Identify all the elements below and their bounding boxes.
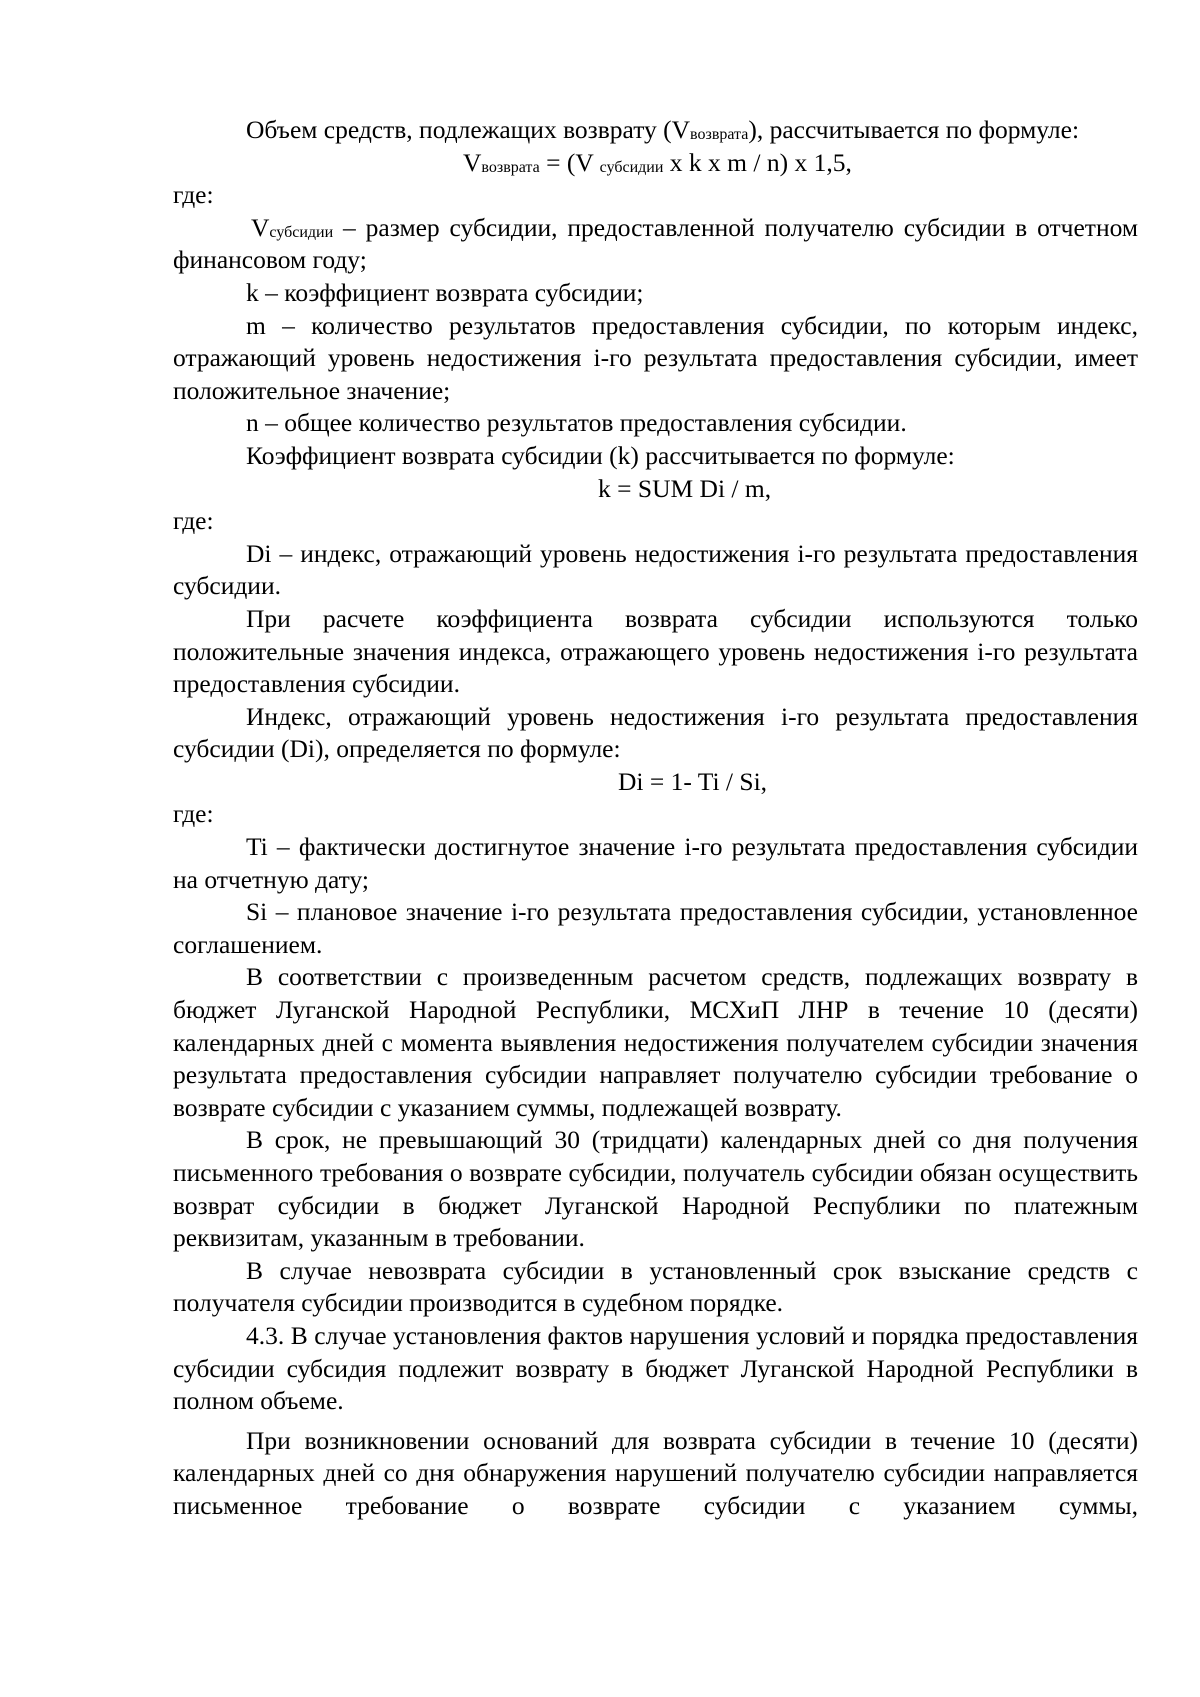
paragraph-di-definition: Di – индекс, отражающий уровень недостижения i-го результата предоставления субсидии. <box>173 538 1138 601</box>
paragraph-return-volume-intro <box>173 114 1138 147</box>
paragraph-si-definition: Si – плановое значение i-го результата предоставления субсидии, установленное соглашением. <box>173 897 1138 959</box>
paragraph-section-4-3: 4.3. В случае установления фактов нарушения условий и порядка предоставления субсидии субсидия подлежит возврату в бюджет Луганской Народной Республики в полном объеме. <box>173 1320 1138 1416</box>
text: x k x m / n) x 1,5, <box>663 147 852 177</box>
text: V <box>463 147 482 177</box>
paragraph-court-recovery: В случае невозврата субсидии в установленный срок взыскание средств с получателя субсидии производится в судебном порядке. <box>173 1255 1138 1318</box>
where-label: где: <box>173 180 214 210</box>
paragraph-n-definition: n – общее количество результатов предоставления субсидии. <box>246 408 907 438</box>
text: – размер субсидии, предоставленной получателю субсидии в отчетном финансовом году; <box>173 212 1138 275</box>
paragraph-return-grounds: При возникновении оснований для возврата субсидии в течение 10 (десяти) календарных дней со дня обнаружения нарушений получателю субсидии направляется письменное требование о возврате субсидии с указанием суммы, <box>173 1425 1138 1520</box>
where-label: где: <box>173 799 214 829</box>
paragraph-return-requirement: В соответствии с произведенным расчетом средств, подлежащих возврату в бюджет Луганской Народной Республики, МСХиП ЛНР в течение 10 (десяти) календарных дней с момента выявления недостижения получателем субсидии значения результата предоставления субсидии направляет получателю субсидии требование о возврате субсидии с указанием суммы, подлежащей возврату. <box>173 962 1138 1122</box>
text: ), рассчитывается по формуле: <box>748 115 1080 144</box>
where-label: где: <box>173 506 214 536</box>
paragraph-ti-definition: Ti – фактически достигнутое значение i-го результата предоставления субсидии на отчетную дату; <box>173 832 1138 894</box>
paragraph-di-formula-intro: Индекс, отражающий уровень недостижения i-го результата предоставления субсидии (Di), определяется по формуле: <box>173 701 1138 764</box>
formula-di: Di = 1- Ti / Si, <box>618 766 768 796</box>
text: = (V <box>539 147 600 177</box>
subscript: возврата <box>481 158 540 176</box>
subscript: возврата <box>690 126 749 143</box>
document-body <box>173 114 1138 1523</box>
paragraph-gap <box>173 1418 1138 1425</box>
paragraph-k-formula-intro: Коэффициент возврата субсидии (k) рассчитывается по формуле: <box>246 440 955 470</box>
formula-return-volume <box>173 147 1138 180</box>
text: Объем средств, подлежащих возврату (V <box>246 115 691 144</box>
paragraph-m-definition: m – количество результатов предоставления субсидии, по которым индекс, отражающий уровень недостижения i-го результата предоставления субсидии, имеет положительное значение; <box>173 310 1138 405</box>
paragraph-return-deadline: В срок, не превышающий 30 (тридцати) календарных дней со дня получения письменного требования о возврате субсидии, получатель субсидии обязан осуществить возврат субсидии в бюджет Луганской Народной Республики по платежным реквизитам, указанным в требовании. <box>173 1125 1138 1253</box>
formula-k: k = SUM Di / m, <box>598 473 772 503</box>
paragraph-k-definition: k – коэффициент возврата субсидии; <box>246 277 644 307</box>
paragraph-subsidy-size <box>173 212 1138 277</box>
paragraph-positive-values: При расчете коэффициента возврата субсидии используются только положительные значения индекса, отражающего уровень недостижения i-го результата предоставления субсидии. <box>173 603 1138 699</box>
text: V <box>251 212 270 242</box>
subscript: субсидии <box>269 223 334 241</box>
subscript: субсидии <box>599 158 664 176</box>
